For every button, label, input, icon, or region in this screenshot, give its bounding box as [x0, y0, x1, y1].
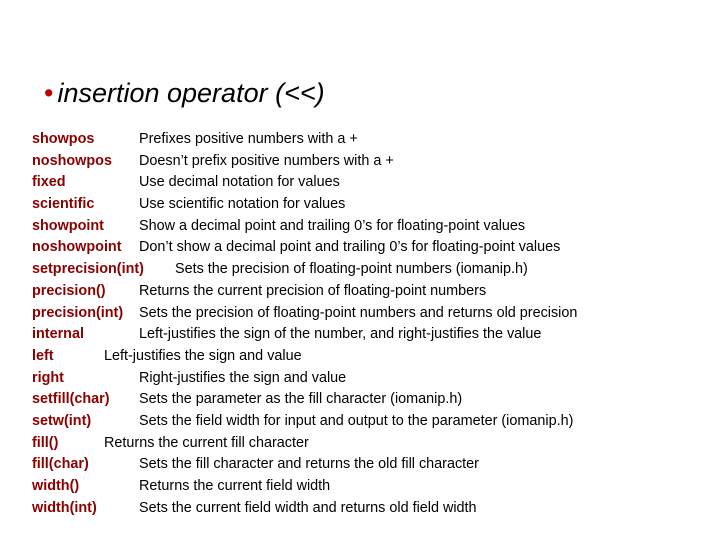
- manipulator-description: Right-justifies the sign and value: [139, 369, 347, 386]
- list-item: [32, 324, 712, 346]
- manipulator-name: fixed: [32, 174, 66, 191]
- list-item: [32, 454, 712, 476]
- manipulator-name: setfill(char): [32, 391, 110, 408]
- slide-heading: [44, 78, 325, 109]
- list-item: [32, 237, 712, 259]
- manipulator-description: Sets the fill character and returns the old fill character: [139, 456, 479, 473]
- manipulator-name: precision(): [32, 282, 106, 299]
- manipulator-description: Use scientific notation for values: [139, 196, 346, 213]
- list-item: [32, 498, 712, 520]
- list-item: [32, 346, 712, 368]
- manipulator-name: right: [32, 369, 64, 386]
- list-item: [32, 259, 712, 281]
- list-item: [32, 303, 712, 325]
- manipulator-name: showpos: [32, 131, 95, 147]
- manipulator-name: showpoint: [32, 217, 104, 234]
- list-item: [32, 368, 712, 390]
- list-item: [32, 411, 712, 433]
- list-item: [32, 216, 712, 238]
- list-item: [32, 129, 712, 151]
- manipulator-name: width(): [32, 478, 80, 494]
- manipulator-name: setprecision(int): [32, 261, 144, 278]
- manipulator-description: Sets the field width for input and output to the parameter (iomanip.h): [139, 412, 574, 429]
- list-item: [32, 389, 712, 411]
- manipulator-description: Sets the current field width and returns old field width: [139, 499, 477, 516]
- manipulator-description: Sets the precision of floating-point numbers (iomanip.h): [175, 261, 528, 278]
- manipulator-name: setw(int): [32, 412, 92, 429]
- list-item: [32, 476, 712, 498]
- manipulator-description: Returns the current field width: [139, 478, 331, 494]
- manipulator-description: Sets the precision of floating-point numbers and returns old precision: [139, 304, 578, 321]
- manipulator-description: Use decimal notation for values: [139, 174, 340, 191]
- manipulator-description: Returns the current fill character: [104, 434, 309, 451]
- list-item: [32, 151, 712, 173]
- manipulator-list: [32, 129, 712, 519]
- manipulator-name: scientific: [32, 196, 95, 213]
- list-item: [32, 281, 712, 303]
- manipulator-description: Don’t show a decimal point and trailing 0’s for floating-point values: [139, 239, 561, 256]
- heading-text: insertion operator (<<): [57, 78, 325, 108]
- list-item: [32, 194, 712, 216]
- manipulator-description: Prefixes positive numbers with a +: [139, 131, 358, 147]
- list-item: [32, 172, 712, 194]
- manipulator-name: noshowpos: [32, 152, 112, 169]
- manipulator-name: fill(): [32, 434, 59, 451]
- manipulator-description: Show a decimal point and trailing 0’s for floating-point values: [139, 217, 526, 234]
- manipulator-description: Returns the current precision of floating-point numbers: [139, 282, 487, 299]
- manipulator-name: left: [32, 347, 54, 364]
- manipulator-description: Doesn’t prefix positive numbers with a +: [139, 152, 394, 169]
- manipulator-description: Left-justifies the sign of the number, and right-justifies the value: [139, 326, 542, 343]
- manipulator-name: internal: [32, 326, 84, 343]
- manipulator-description: Sets the parameter as the fill character (iomanip.h): [139, 391, 463, 408]
- manipulator-name: width(int): [32, 499, 97, 516]
- manipulator-name: fill(char): [32, 456, 89, 473]
- manipulator-name: noshowpoint: [32, 239, 122, 256]
- list-item: [32, 433, 712, 455]
- manipulator-description: Left-justifies the sign and value: [104, 347, 302, 364]
- bullet-icon: •: [44, 78, 54, 108]
- manipulator-name: precision(int): [32, 304, 124, 321]
